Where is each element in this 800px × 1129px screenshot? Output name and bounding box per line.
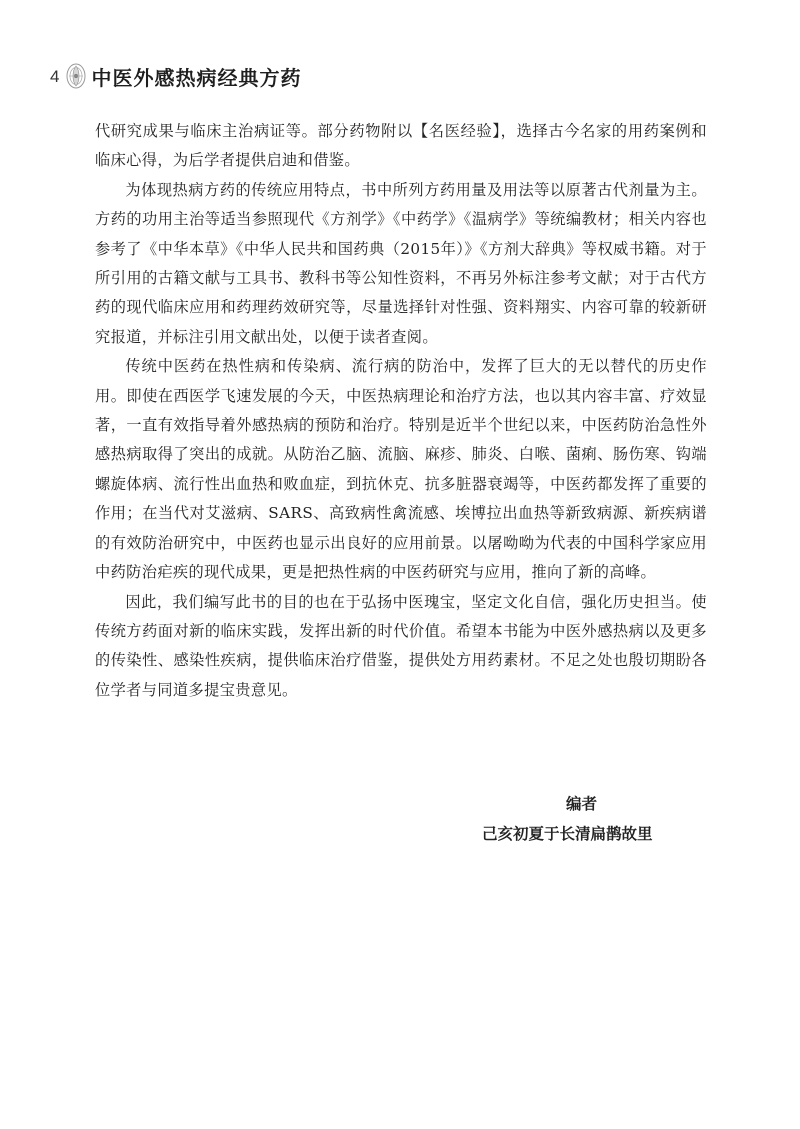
page-number: 4 (50, 67, 60, 86)
paragraph: 代研究成果与临床主治病证等。部分药物附以【名医经验】，选择古今名家的用药案例和临床心得，为后学者提供启迪和借鉴。 (95, 122, 707, 170)
signature-editor: 编者 (566, 795, 598, 813)
running-title: 中医外感热病经典方药 (91, 65, 302, 90)
ornament-icon (65, 61, 87, 91)
paragraph: 传统中医药在热性病和传染病、流行病的防治中，发挥了巨大的无以替代的历史作用。即使在西医学飞速发展的今天，中医热病理论和治疗方法，也以其内容丰富、疗效显著，一直有效指导着外感热病的预防和治疗。特别是近半个世纪以来，中医药防治急性外感热病取得了突出的成就。从防治乙脑、流脑、麻疹、肺炎、白喉、菌痢、肠伤寒、钩端螺旋体病、流行性出血热和败血症，到抗休克、抗多脏器衰竭等，中医药都发挥了重要的作用；在当代对艾滋病、SARS、高致病性禽流感、埃博拉出血热等新致病源、新疾病谱的有效防治研究中，中医药也显示出良好的应用前景。以屠呦呦为代表的中国科学家应用中药防治疟疾的现代成果，更是把热性病的中医药研究与应用，推向了新的高峰。 (95, 357, 707, 582)
paragraph: 为体现热病方药的传统应用特点，书中所列方药用量及用法等以原著古代剂量为主。方药的功用主治等适当参照现代《方剂学》《中药学》《温病学》等统编教材；相关内容也参考了《中华本草》《中华人民共和国药典（2015年）》《方剂大辞典》等权威书籍。对于所引用的古籍文献与工具书、教科书等公知性资料，不再另外标注参考文献；对于古代方药的现代临床应用和药理药效研究等，尽量选择针对性强、资料翔实、内容可靠的较新研究报道，并标注引用文献出处，以便于读者查阅。 (95, 180, 707, 346)
body-text (95, 117, 707, 705)
page-header (50, 58, 301, 94)
paragraph: 因此，我们编写此书的目的也在于弘扬中医瑰宝，坚定文化自信，强化历史担当。使传统方药面对新的临床实践，发挥出新的时代价值。希望本书能为中医外感热病以及更多的传染性、感染性疾病，提供临床治疗借鉴，提供处方用药素材。不足之处也殷切期盼各位学者与同道多提宝贵意见。 (95, 592, 707, 699)
signature-date-place: 己亥初夏于长清扁鹊故里 (482, 825, 653, 843)
